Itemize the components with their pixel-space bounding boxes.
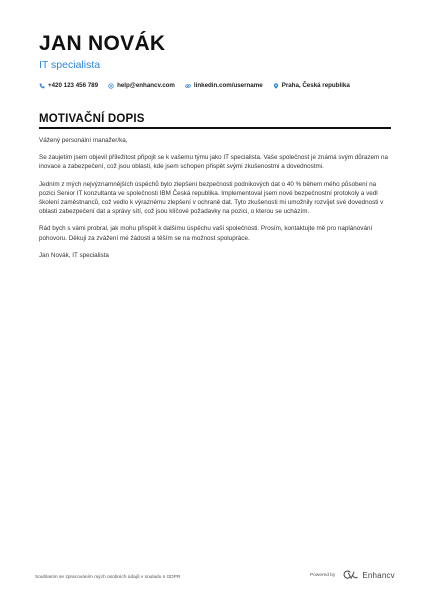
link-icon <box>185 83 191 89</box>
brand-logo[interactable] <box>343 570 395 580</box>
letter-salutation: Vážený personální manažer/ka, <box>39 137 128 144</box>
contact-bar <box>39 82 391 89</box>
candidate-name: JAN NOVÁK <box>39 32 166 55</box>
contact-location <box>273 82 350 89</box>
contact-email <box>108 82 175 89</box>
letter-body <box>39 136 391 268</box>
phone-number[interactable]: +420 123 456 789 <box>48 82 99 89</box>
letter-paragraph: Se zaujetím jsem objevil příležitost připojit se k vašemu týmu jako IT specialista. Vaše společnost je známá svým důrazem na inovace a zabezpečení, což jsou oblasti, kde jsem schopen přispět svými zkušenostmi a dovednostmi. <box>39 154 389 171</box>
brand-name: Enhancv <box>362 570 395 580</box>
phone-icon <box>39 83 45 89</box>
contact-phone <box>39 82 98 89</box>
section-divider <box>39 127 391 129</box>
gdpr-consent: Souhlasím se zpracováním mých osobních údajů v souladu s GDPR <box>35 575 181 580</box>
letter-paragraph: Jedním z mých nejvýznamnějších úspěchů bylo zlepšení bezpečnosti podnikových dat o 40 % během mého působení na pozici Senior IT konzultanta ve společnosti IBM Česká republika. Implementoval jsem nové bezpečnostní protokoly a vedl školení zaměstnanců, což vedlo k výraznému zlepšení v ochraně dat. Tyto zkušenosti mi umožnily rozvíjet své dovednosti v oblasti zabezpečení dat a správy sítí, což jsou klíčové požadavky na pozici, o kterou se ucházím. <box>39 180 384 216</box>
letter-paragraph: Rád bych s vámi probral, jak mohu přispět k dalšímu úspěchu vaší společnosti. Prosím, kontaktujte mě pro naplánování pohovoru. Děkuji za zvážení mé žádosti a těším se na možnost spolupráce. <box>39 225 373 242</box>
section-title: MOTIVAČNÍ DOPIS <box>39 113 145 125</box>
email-address[interactable]: help@enhancv.com <box>117 82 175 89</box>
candidate-role: IT specialista <box>39 59 101 71</box>
linkedin-url[interactable]: linkedin.com/username <box>193 82 263 89</box>
header <box>39 32 391 89</box>
enhancv-logo-icon <box>343 570 359 580</box>
powered-by-label: Powered by <box>310 572 336 578</box>
footer-branding <box>310 570 395 580</box>
at-icon <box>108 83 114 89</box>
contact-linkedin <box>185 82 263 89</box>
letter-signature: Jan Novák, IT specialista <box>39 251 109 259</box>
location-pin-icon <box>273 83 279 89</box>
location-text: Praha, Česká republika <box>281 82 350 89</box>
